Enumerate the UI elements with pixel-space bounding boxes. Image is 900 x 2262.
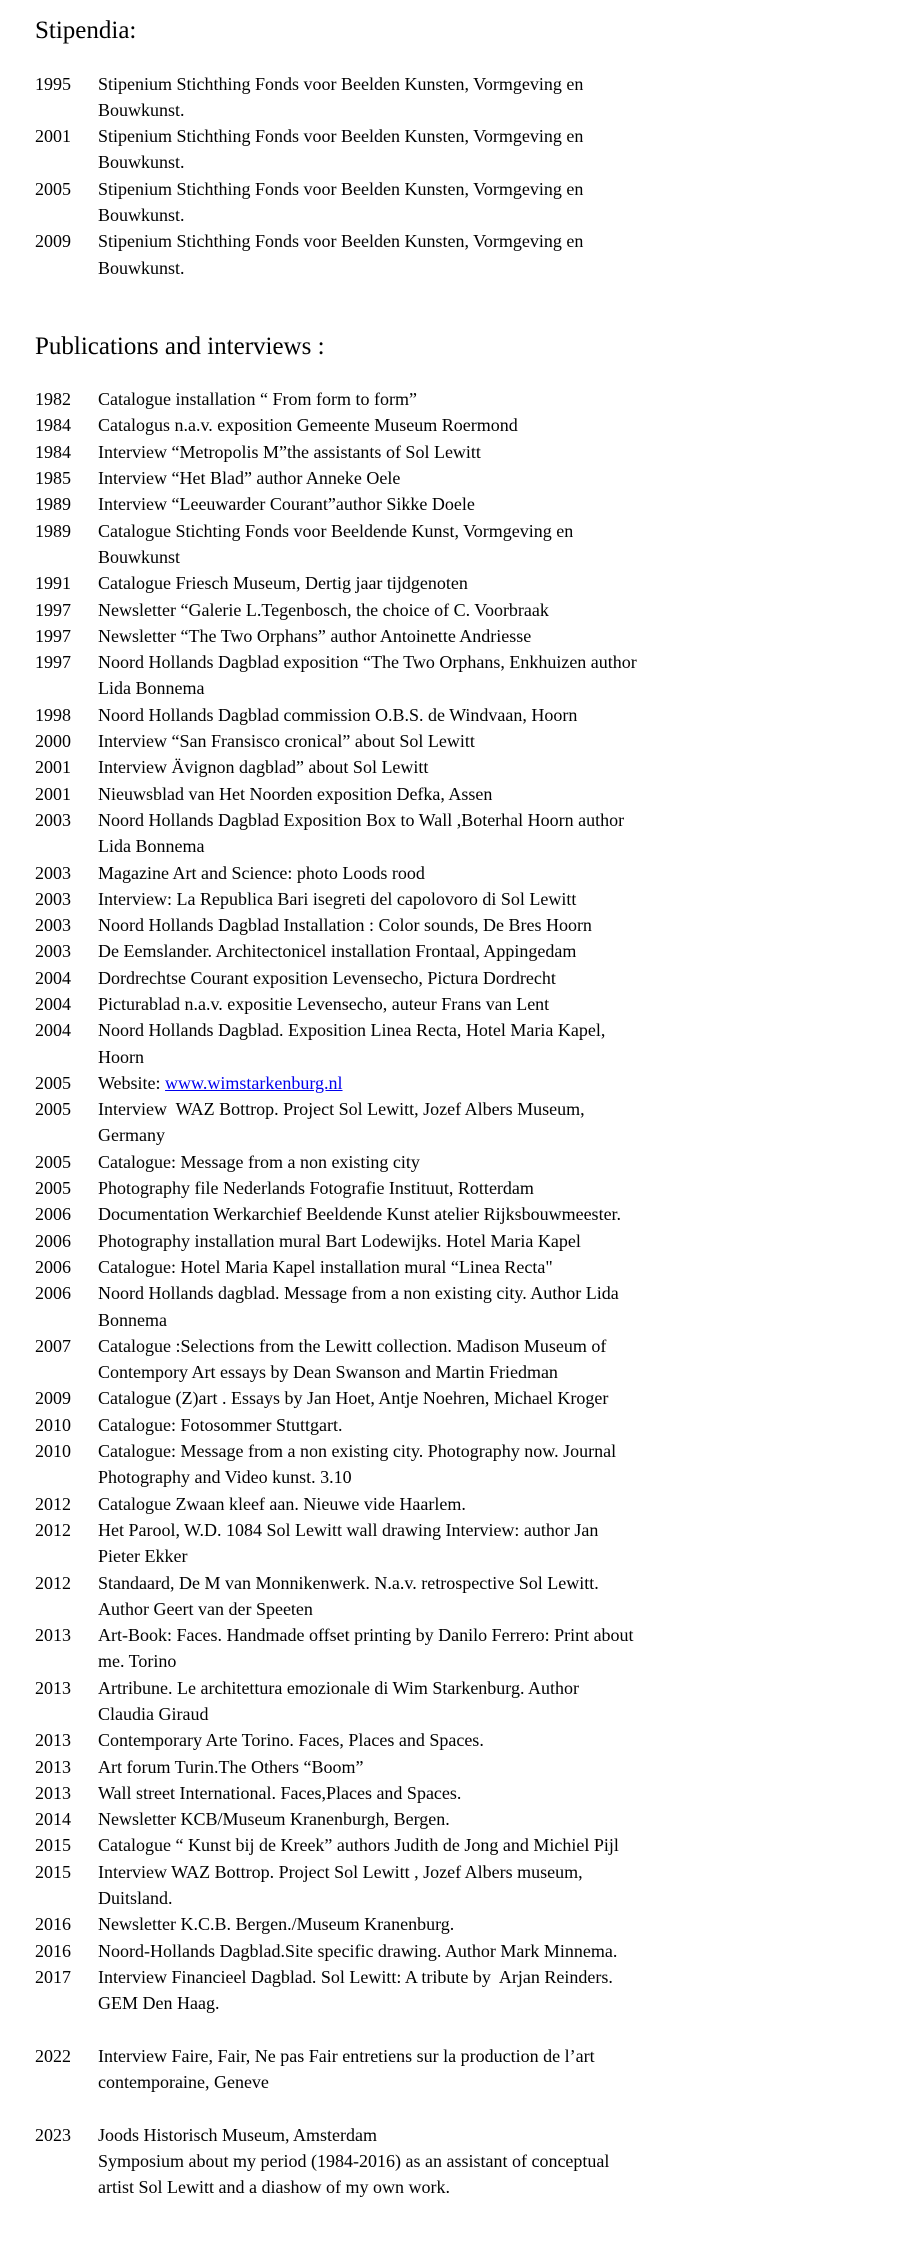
entry-text xyxy=(98,781,860,807)
entry-text xyxy=(98,2122,860,2201)
entry-row xyxy=(35,1806,860,1832)
entry-text xyxy=(98,1859,860,1912)
entry-line: Catalogus n.a.v. exposition Gemeente Museum Roermond xyxy=(98,415,518,436)
entry-line: Claudia Giraud xyxy=(98,1704,209,1724)
entry-row xyxy=(35,860,860,886)
entry-year: 2001 xyxy=(35,757,71,778)
entry-text xyxy=(98,1438,860,1491)
entry-line: Bouwkunst. xyxy=(98,257,185,278)
entry-line: Dordrechtse Courant exposition Levensecho, Pictura Dordrecht xyxy=(98,967,556,988)
entry-line: Interview WAZ Bottrop. Project Sol Lewitt, Jozef Albers Museum, xyxy=(98,1099,585,1120)
entry-line: Documentation Werkarchief Beeldende Kunst atelier Rijksbouwmeester. xyxy=(98,1204,622,1225)
entry-text xyxy=(98,71,860,124)
entry-row xyxy=(35,491,860,517)
entry-row xyxy=(35,1832,860,1858)
publications-list xyxy=(35,386,860,2200)
entry-text xyxy=(98,597,860,623)
entry-year: 2017 xyxy=(35,1966,71,1987)
entry-year: 1982 xyxy=(35,389,71,410)
entry-text xyxy=(98,412,860,438)
entry-row xyxy=(35,1754,860,1780)
entry-text xyxy=(98,465,860,491)
entry-row xyxy=(35,754,860,780)
entry-line: Bouwkunst. xyxy=(98,152,185,173)
entry-line: Interview “Het Blad” author Anneke Oele xyxy=(98,468,401,489)
entry-year: 2003 xyxy=(35,915,71,936)
entry-line: Interview Ävignon dagblad” about Sol Lewitt xyxy=(98,757,429,778)
entry-line: Catalogue (Z)art . Essays by Jan Hoet, Antje Noehren, Michael Kroger xyxy=(98,1388,609,1409)
entry-text xyxy=(98,938,860,964)
entry-year: 2005 xyxy=(35,1178,71,1199)
entry-text xyxy=(98,386,860,412)
entry-row xyxy=(35,1780,860,1806)
entry-year: 2010 xyxy=(35,1414,71,1435)
entry-line: me. Torino xyxy=(98,1651,177,1672)
entry-text xyxy=(98,1280,860,1333)
entry-text xyxy=(98,1622,860,1675)
entry-text xyxy=(98,623,860,649)
entry-year: 2013 xyxy=(35,1756,71,1777)
entry-year: 2003 xyxy=(35,862,71,883)
entry-text xyxy=(98,1675,860,1728)
entry-line: Bonnema xyxy=(98,1309,167,1330)
entry-row xyxy=(35,781,860,807)
entry-text xyxy=(98,649,860,702)
entry-row xyxy=(35,938,860,964)
entry-text xyxy=(98,1070,860,1096)
entry-text xyxy=(98,1017,860,1070)
entry-row xyxy=(35,518,860,571)
entry-year: 2022 xyxy=(35,2045,71,2066)
section-heading-stipendia: Stipendia: xyxy=(35,17,137,44)
entry-year: 2013 xyxy=(35,1625,71,1646)
entry-row xyxy=(35,465,860,491)
website-link[interactable]: www.wimstarkenburg.nl xyxy=(165,1072,343,1093)
entry-text xyxy=(98,1096,860,1149)
entry-year: 2006 xyxy=(35,1204,71,1225)
entry-year: 2004 xyxy=(35,1020,71,1041)
entry-text xyxy=(98,228,860,281)
entry-text xyxy=(98,1491,860,1517)
entry-year: 2006 xyxy=(35,1283,71,1304)
entry-year: 2012 xyxy=(35,1493,71,1514)
stipendia-list xyxy=(35,71,860,281)
entry-line: Author Geert van der Speeten xyxy=(98,1598,313,1619)
entry-line: Contemporary Arte Torino. Faces, Places and Spaces. xyxy=(98,1730,484,1751)
entry-text xyxy=(98,2043,860,2096)
entry-row xyxy=(35,1385,860,1411)
entry-row xyxy=(35,439,860,465)
entry-text xyxy=(98,1175,860,1201)
entry-line: Symposium about my period (1984-2016) as an assistant of conceptual xyxy=(98,2151,610,2172)
entry-line: Duitsland. xyxy=(98,1888,173,1909)
entry-year: 2013 xyxy=(35,1677,71,1698)
entry-line: Contempory Art essays by Dean Swanson and Martin Friedman xyxy=(98,1362,558,1383)
entry-year: 1989 xyxy=(35,520,71,541)
entry-year: 1997 xyxy=(35,625,71,646)
entry-year: 2003 xyxy=(35,941,71,962)
entry-year: 2013 xyxy=(35,1730,71,1751)
entry-line: Noord Hollands Dagblad. Exposition Linea Recta, Hotel Maria Kapel, xyxy=(98,1020,606,1041)
entry-line: Stipenium Stichthing Fonds voor Beelden Kunsten, Vormgeving en xyxy=(98,178,584,199)
entry-text xyxy=(98,570,860,596)
entry-line: Bouwkunst. xyxy=(98,205,185,226)
entry-row xyxy=(35,1938,860,1964)
entry-line: Germany xyxy=(98,1125,165,1146)
entry-text xyxy=(98,807,860,860)
entry-year: 2004 xyxy=(35,993,71,1014)
entry-text xyxy=(98,1911,860,1937)
entry-year: 2006 xyxy=(35,1230,71,1251)
entry-line: Stipenium Stichthing Fonds voor Beelden Kunsten, Vormgeving en xyxy=(98,126,584,147)
entry-year: 1991 xyxy=(35,573,71,594)
entry-row xyxy=(35,228,860,281)
entry-line: Hoorn xyxy=(98,1046,144,1067)
entry-row xyxy=(35,123,860,176)
entry-row xyxy=(35,623,860,649)
entry-year: 2013 xyxy=(35,1782,71,1803)
entry-row xyxy=(35,386,860,412)
website-label: Website: xyxy=(98,1072,166,1093)
entry-line: Interview “Leeuwarder Courant”author Sikke Doele xyxy=(98,494,475,515)
entry-line: Catalogue installation “ From form to form” xyxy=(98,389,417,410)
entry-year: 2009 xyxy=(35,231,71,252)
entry-text xyxy=(98,1333,860,1386)
entry-line: Stipenium Stichthing Fonds voor Beelden Kunsten, Vormgeving en xyxy=(98,73,584,94)
entry-row xyxy=(35,886,860,912)
entry-year: 2000 xyxy=(35,731,71,752)
entry-line: Photography and Video kunst. 3.10 xyxy=(98,1467,352,1488)
entry-row xyxy=(35,1096,860,1149)
entry-line: Bouwkunst. xyxy=(98,99,185,120)
entry-row xyxy=(35,1911,860,1937)
entry-text xyxy=(98,491,860,517)
entry-line: Catalogue :Selections from the Lewitt collection. Madison Museum of xyxy=(98,1335,607,1356)
entry-text xyxy=(98,702,860,728)
entry-row xyxy=(35,597,860,623)
entry-year: 2016 xyxy=(35,1914,71,1935)
entry-line: contemporaine, Geneve xyxy=(98,2072,269,2093)
entry-text xyxy=(98,518,860,571)
entry-text xyxy=(98,1412,860,1438)
entry-year: 2016 xyxy=(35,1940,71,1961)
entry-year: 2005 xyxy=(35,1099,71,1120)
entry-row xyxy=(35,965,860,991)
entry-year: 1984 xyxy=(35,441,71,462)
entry-line: Newsletter KCB/Museum Kranenburgh, Bergen. xyxy=(98,1809,450,1830)
entry-year: 2005 xyxy=(35,178,71,199)
entry-year: 2010 xyxy=(35,1441,71,1462)
entry-line: Het Parool, W.D. 1084 Sol Lewitt wall drawing Interview: author Jan xyxy=(98,1519,599,1540)
entry-text xyxy=(98,1806,860,1832)
entry-line: Catalogue: Message from a non existing city. Photography now. Journal xyxy=(98,1441,617,1462)
entry-year: 2007 xyxy=(35,1335,71,1356)
entry-line: Newsletter “Galerie L.Tegenbosch, the choice of C. Voorbraak xyxy=(98,599,549,620)
entry-line: Art forum Turin.The Others “Boom” xyxy=(98,1756,364,1777)
entry-year: 2014 xyxy=(35,1809,71,1830)
entry-row xyxy=(35,1675,860,1728)
entry-line: De Eemslander. Architectonicel installation Frontaal, Appingedam xyxy=(98,941,577,962)
entry-line: Catalogue Stichting Fonds voor Beeldende Kunst, Vormgeving en xyxy=(98,520,574,541)
entry-row xyxy=(35,1622,860,1675)
entry-text xyxy=(98,965,860,991)
entry-row xyxy=(35,807,860,860)
entry-text xyxy=(98,912,860,938)
entry-text xyxy=(98,886,860,912)
entry-line: Catalogue: Message from a non existing city xyxy=(98,1151,420,1172)
entry-row xyxy=(35,1517,860,1570)
entry-row xyxy=(35,1254,860,1280)
section-heading-publications: Publications and interviews : xyxy=(35,332,325,360)
entry-line: Interview: La Republica Bari isegreti del capolovoro di Sol Lewitt xyxy=(98,888,577,909)
entry-text xyxy=(98,439,860,465)
entry-text xyxy=(98,1964,860,2017)
entry-line: Magazine Art and Science: photo Loods rood xyxy=(98,862,425,883)
section-stipendia xyxy=(35,18,860,281)
entry-row xyxy=(35,176,860,229)
entry-year: 1995 xyxy=(35,73,71,94)
entry-text xyxy=(98,1517,860,1570)
entry-year: 1985 xyxy=(35,468,71,489)
entry-line: Wall street International. Faces,Places and Spaces. xyxy=(98,1782,462,1803)
entry-row xyxy=(35,1228,860,1254)
section-publications xyxy=(35,334,860,2201)
entry-text xyxy=(98,1201,860,1227)
entry-row xyxy=(35,1570,860,1623)
entry-line: Noord-Hollands Dagblad.Site specific drawing. Author Mark Minnema. xyxy=(98,1940,618,1961)
entry-year: 2006 xyxy=(35,1256,71,1277)
entry-line: Interview Financieel Dagblad. Sol Lewitt: A tribute by Arjan Reinders. xyxy=(98,1966,613,1987)
entry-year: 1997 xyxy=(35,599,71,620)
entry-text xyxy=(98,123,860,176)
entry-row xyxy=(35,1727,860,1753)
entry-text xyxy=(98,176,860,229)
entry-year: 2023 xyxy=(35,2124,71,2145)
entry-row xyxy=(35,570,860,596)
entry-year: 2003 xyxy=(35,809,71,830)
entry-line: GEM Den Haag. xyxy=(98,1993,220,2014)
entry-row xyxy=(35,1438,860,1491)
entry-year: 2001 xyxy=(35,126,71,147)
entry-line: Lida Bonnema xyxy=(98,678,205,699)
entry-year: 2003 xyxy=(35,888,71,909)
entry-line: Catalogue: Hotel Maria Kapel installation mural “Linea Recta" xyxy=(98,1256,553,1277)
entry-text xyxy=(98,860,860,886)
entry-line: Nieuwsblad van Het Noorden exposition Defka, Assen xyxy=(98,783,493,804)
entry-row xyxy=(35,1859,860,1912)
entry-year: 2001 xyxy=(35,783,71,804)
entry-year: 2015 xyxy=(35,1861,71,1882)
entry-row xyxy=(35,991,860,1017)
entry-row xyxy=(35,1280,860,1333)
entry-text xyxy=(98,1938,860,1964)
entry-text xyxy=(98,991,860,1017)
entry-line: Interview WAZ Bottrop. Project Sol Lewitt , Jozef Albers museum, xyxy=(98,1861,583,1882)
entry-line: Photography installation mural Bart Lodewijks. Hotel Maria Kapel xyxy=(98,1230,581,1251)
entry-row xyxy=(35,1491,860,1517)
entry-line: Catalogue: Fotosommer Stuttgart. xyxy=(98,1414,343,1435)
entry-line: Art-Book: Faces. Handmade offset printing by Danilo Ferrero: Print about xyxy=(98,1625,634,1646)
entry-year: 1997 xyxy=(35,652,71,673)
entry-row xyxy=(35,2043,860,2096)
entry-year: 2005 xyxy=(35,1072,71,1093)
entry-row xyxy=(35,649,860,702)
entry-line: Stipenium Stichthing Fonds voor Beelden Kunsten, Vormgeving en xyxy=(98,231,584,252)
entry-year: 2004 xyxy=(35,967,71,988)
entry-year: 2012 xyxy=(35,1519,71,1540)
entry-line: Pieter Ekker xyxy=(98,1546,188,1567)
entry-row xyxy=(35,1070,860,1096)
entry-text xyxy=(98,1727,860,1753)
entry-row xyxy=(35,1017,860,1070)
entry-line: Standaard, De M van Monnikenwerk. N.a.v. retrospective Sol Lewitt. xyxy=(98,1572,599,1593)
entry-year: 2005 xyxy=(35,1151,71,1172)
entry-row xyxy=(35,1175,860,1201)
entry-year: 2012 xyxy=(35,1572,71,1593)
entry-line: Photography file Nederlands Fotografie Instituut, Rotterdam xyxy=(98,1178,534,1199)
entry-row xyxy=(35,912,860,938)
entry-line: artist Sol Lewitt and a diashow of my own work. xyxy=(98,2177,450,2198)
entry-text xyxy=(98,1149,860,1175)
entry-line: Newsletter K.C.B. Bergen./Museum Kranenburg. xyxy=(98,1914,455,1935)
entry-line: Noord Hollands Dagblad Installation : Color sounds, De Bres Hoorn xyxy=(98,915,592,936)
entry-year: 1989 xyxy=(35,494,71,515)
entry-line: Interview Faire, Fair, Ne pas Fair entretiens sur la production de l’art xyxy=(98,2045,595,2066)
entry-row xyxy=(35,1149,860,1175)
entry-line: Artribune. Le architettura emozionale di Wim Starkenburg. Author xyxy=(98,1677,579,1698)
entry-line: Noord Hollands Dagblad Exposition Box to Wall ,Boterhal Hoorn author xyxy=(98,809,625,830)
entry-year: 2015 xyxy=(35,1835,71,1856)
entry-text xyxy=(98,1254,860,1280)
entry-line: Catalogue Friesch Museum, Dertig jaar tijdgenoten xyxy=(98,573,468,594)
entry-line: Noord Hollands Dagblad commission O.B.S. de Windvaan, Hoorn xyxy=(98,704,578,725)
entry-year: 1984 xyxy=(35,415,71,436)
entry-row xyxy=(35,1201,860,1227)
entry-row xyxy=(35,412,860,438)
entry-year: 2009 xyxy=(35,1388,71,1409)
entry-line: Catalogue “ Kunst bij de Kreek” authors Judith de Jong and Michiel Pijl xyxy=(98,1835,619,1856)
entry-row xyxy=(35,702,860,728)
entry-line: Interview “San Fransisco cronical” about Sol Lewitt xyxy=(98,731,475,752)
entry-text xyxy=(98,1832,860,1858)
entry-line: Picturablad n.a.v. expositie Levensecho, auteur Frans van Lent xyxy=(98,993,550,1014)
entry-row xyxy=(35,1964,860,2017)
entry-row xyxy=(35,1333,860,1386)
entry-line: Interview “Metropolis M”the assistants of Sol Lewitt xyxy=(98,441,481,462)
entry-line: Noord Hollands dagblad. Message from a non existing city. Author Lida xyxy=(98,1283,619,1304)
entry-text xyxy=(98,1754,860,1780)
entry-line: Lida Bonnema xyxy=(98,836,205,857)
entry-text xyxy=(98,1570,860,1623)
entry-text xyxy=(98,1228,860,1254)
entry-row xyxy=(35,728,860,754)
entry-line: Noord Hollands Dagblad exposition “The Two Orphans, Enkhuizen author xyxy=(98,652,637,673)
entry-line: Bouwkunst xyxy=(98,546,181,567)
entry-text xyxy=(98,1780,860,1806)
entry-line: Newsletter “The Two Orphans” author Antoinette Andriesse xyxy=(98,625,532,646)
entry-text xyxy=(98,754,860,780)
entry-line: Catalogue Zwaan kleef aan. Nieuwe vide Haarlem. xyxy=(98,1493,466,1514)
entry-year: 1998 xyxy=(35,704,71,725)
entry-row xyxy=(35,71,860,124)
entry-row xyxy=(35,1412,860,1438)
entry-row xyxy=(35,2122,860,2201)
entry-text xyxy=(98,1385,860,1411)
entry-line xyxy=(98,1070,860,1096)
entry-text xyxy=(98,728,860,754)
entry-line: Joods Historisch Museum, Amsterdam xyxy=(98,2124,377,2145)
